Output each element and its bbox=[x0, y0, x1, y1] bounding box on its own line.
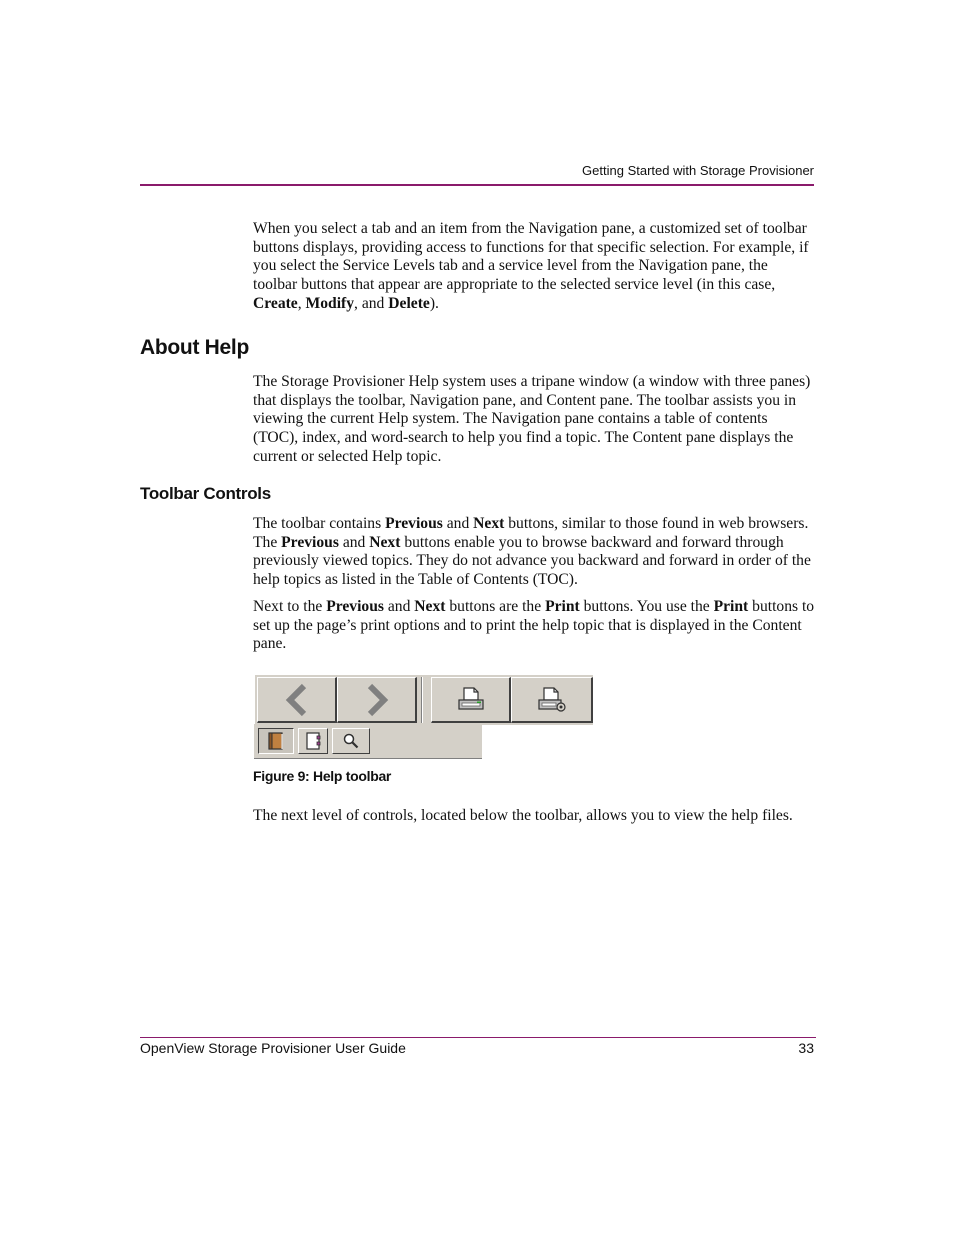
print-options-button[interactable] bbox=[511, 677, 593, 723]
intro-sep: , bbox=[297, 294, 306, 312]
footer-title: OpenView Storage Provisioner User Guide bbox=[140, 1040, 406, 1056]
magnifier-icon bbox=[342, 732, 360, 750]
help-navigation-tabs bbox=[254, 724, 482, 759]
text-run: buttons enable you to browse backward and forward through previously viewed topics. They do not advance you backward and forward in order of the help topics as listed in the Table of Contents (TOC). bbox=[253, 533, 811, 589]
intro-sep: , and bbox=[354, 294, 389, 312]
next-button[interactable] bbox=[337, 677, 417, 723]
tab-contents[interactable] bbox=[258, 728, 294, 754]
previous-term: Previous bbox=[281, 533, 339, 551]
text-run: Next to the bbox=[253, 598, 327, 615]
tab-search[interactable] bbox=[332, 728, 370, 754]
text-run: buttons, similar to those found in web browsers. The bbox=[253, 515, 809, 551]
index-icon bbox=[304, 731, 322, 751]
next-term: Next bbox=[369, 533, 401, 551]
text-run: and bbox=[442, 515, 474, 532]
footer-rule bbox=[140, 1037, 816, 1038]
delete-term: Delete bbox=[388, 294, 430, 312]
print-term: Print bbox=[713, 598, 749, 615]
running-head: Getting Started with Storage Provisioner bbox=[582, 163, 814, 178]
header-rule bbox=[140, 184, 814, 186]
tab-index[interactable] bbox=[298, 728, 328, 754]
book-icon bbox=[267, 731, 285, 751]
toolbar-controls-paragraph-2 bbox=[253, 598, 815, 654]
text-run: buttons. You use the bbox=[579, 598, 714, 615]
intro-end: ). bbox=[429, 294, 439, 312]
about-help-heading: About Help bbox=[140, 336, 249, 359]
intro-text: When you select a tab and an item from the Navigation pane, a customized set of toolbar buttons displays, providing access to functions for that specific selection. For example, if you select the Service Levels tab and a service level from the Navigation pane, the toolbar buttons that appear are appropriate to the selected service level (in this case, bbox=[253, 220, 809, 294]
text-run: and bbox=[383, 598, 415, 615]
about-help-paragraph: The Storage Provisioner Help system uses a tripane window (a window with three panes) that displays the toolbar, Navigation pane, and Content pane. The toolbar assists you in viewing the current Help system. The Navigation pane contains a table of contents (TOC), index, and word-search to help you find a topic. The Content pane displays the current or selected Help topic. bbox=[253, 373, 811, 465]
print-button[interactable] bbox=[431, 677, 511, 723]
create-term: Create bbox=[253, 294, 298, 312]
previous-term: Previous bbox=[326, 598, 384, 615]
modify-term: Modify bbox=[305, 294, 355, 312]
print-term: Print bbox=[545, 598, 580, 615]
printer-icon bbox=[457, 686, 485, 714]
chevron-left-icon bbox=[284, 683, 310, 717]
intro-paragraph bbox=[253, 220, 815, 314]
print-setup-icon bbox=[537, 686, 567, 714]
help-toolbar bbox=[254, 674, 593, 725]
previous-button[interactable] bbox=[257, 677, 337, 723]
previous-term: Previous bbox=[385, 515, 443, 532]
next-term: Next bbox=[414, 598, 446, 615]
text-run: and bbox=[338, 533, 370, 551]
text-run: The toolbar contains bbox=[253, 515, 386, 532]
toolbar-controls-paragraph-1 bbox=[253, 515, 815, 590]
closing-paragraph: The next level of controls, located below the toolbar, allows you to view the help files. bbox=[253, 807, 793, 824]
figure-caption: Figure 9: Help toolbar bbox=[253, 768, 392, 784]
chevron-right-icon bbox=[364, 683, 390, 717]
text-run: buttons to set up the page’s print options and to print the help topic that is displayed in the Content pane. bbox=[253, 598, 815, 653]
toolbar-controls-heading: Toolbar Controls bbox=[140, 484, 271, 503]
page-number: 33 bbox=[798, 1040, 814, 1056]
help-toolbar-figure bbox=[254, 674, 594, 758]
text-run: buttons are the bbox=[445, 598, 546, 615]
next-term: Next bbox=[473, 515, 505, 532]
toolbar-separator bbox=[421, 677, 423, 723]
